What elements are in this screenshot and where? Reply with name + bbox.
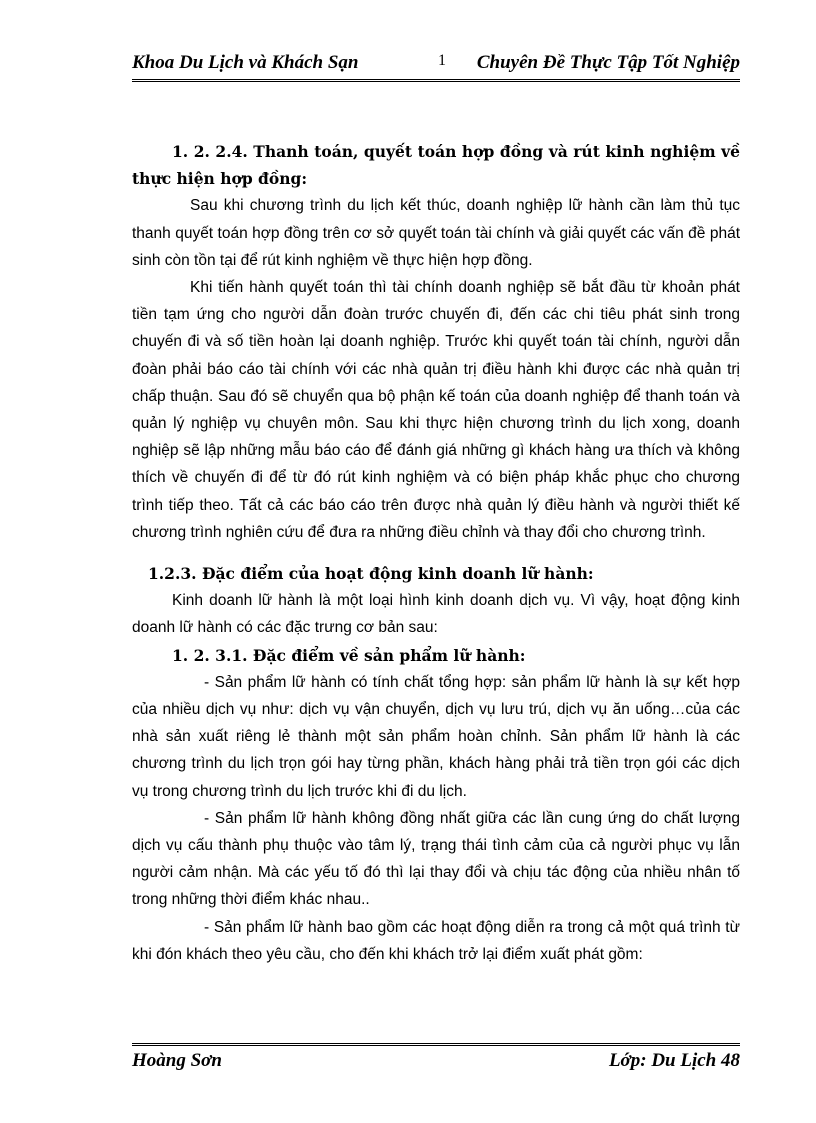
bullet-paragraph: - Sản phẩm lữ hành bao gồm các hoạt động diễn ra trong cả một quá trình từ khi đón khách theo yêu cầu, cho đến khi khách trở lại điểm xuất phát gồm: — [132, 918, 740, 963]
footer-author: Hoàng Sơn — [132, 1050, 222, 1071]
header-faculty: Khoa Du Lịch và Khách Sạn — [132, 52, 359, 73]
section-heading-1-2-2-4: 1. 2. 2.4. Thanh toán, quyết toán hợp đồng và rút kinh nghiệm về thực hiện hợp đồng: — [132, 142, 740, 189]
bullet-paragraph: - Sản phẩm lữ hành không đồng nhất giữa các lần cung ứng do chất lượng dịch vụ cấu thành phụ thuộc vào tâm lý, trạng thái tình cảm của cả người phục vụ lẫn người cảm nhận. Mà các yếu tố đó thì lại thay đổi và chịu tác động của nhiều nhân tố trong những thời điểm khác nhau.. — [132, 809, 740, 909]
page-header — [132, 50, 740, 80]
section-heading-1-2-3-1: 1. 2. 3.1. Đặc điểm về sản phẩm lữ hành: — [172, 645, 526, 665]
header-document-type: Chuyên Đề Thực Tập Tốt Nghiệp — [476, 52, 740, 73]
section-heading-1-2-3: 1.2.3. Đặc điểm của hoạt động kinh doanh lữ hành: — [148, 564, 594, 584]
footer-rule — [132, 1043, 740, 1048]
header-rule — [132, 79, 740, 84]
footer-class: Lớp: Du Lịch 48 — [608, 1050, 740, 1071]
page-footer — [132, 1043, 740, 1073]
document-body — [132, 138, 740, 968]
bullet-paragraph: - Sản phẩm lữ hành có tính chất tổng hợp: sản phẩm lữ hành là sự kết hợp của nhiều dịch vụ như: dịch vụ vận chuyển, dịch vụ lưu trú, dịch vụ ăn uống…của các nhà sản xuất riêng lẻ thành một sản phẩm hoàn chỉnh. Sản phẩm lữ hành là các chương trình du lịch trọn gói hay từng phần, khách hàng phải trả tiền trọn gói các dịch vụ trong chương trình du lịch trước khi đi du lịch. — [132, 673, 740, 800]
paragraph: Khi tiến hành quyết toán thì tài chính doanh nghiệp sẽ bắt đầu từ khoản phát tiền tạm ứng cho người dẫn đoàn trước chuyến đi, đến các chi tiêu phát sinh trong chuyến đi và số tiền hoàn lại doanh nghiệp. Trước khi quyết toán tài chính, người dẫn đoàn phải báo cáo tài chính với các nhà quản trị điều hành khi được các nhà quản trị chấp thuận. Sau đó sẽ chuyển qua bộ phận kế toán của doanh nghiệp để thanh toán và quản lý nghiệp vụ chuyên môn. Sau khi thực hiện chương trình du lịch xong, doanh nghiệp sẽ lập những mẫu báo cáo để đánh giá những gì khách hàng ưa thích và không thích về chuyến đi để từ đó rút kinh nghiệm và có biện pháp khắc phục cho chương trình tiếp theo. Tất cả các báo cáo trên được nhà quản lý điều hành và người thiết kế chương trình nghiên cứu để đưa ra những điều chỉnh và thay đổi cho chương trình. — [132, 279, 740, 541]
page-number: 1 — [438, 52, 446, 69]
paragraph: Sau khi chương trình du lịch kết thúc, doanh nghiệp lữ hành cần làm thủ tục thanh quyết toán hợp đồng trên cơ sở quyết toán tài chính và giải quyết các vấn đề phát sinh còn tồn tại để rút kinh nghiệm về thực hiện hợp đồng. — [132, 197, 740, 269]
paragraph: Kinh doanh lữ hành là một loại hình kinh doanh dịch vụ. Vì vậy, hoạt động kinh doanh lữ hành có các đặc trưng cơ bản sau: — [132, 592, 740, 637]
